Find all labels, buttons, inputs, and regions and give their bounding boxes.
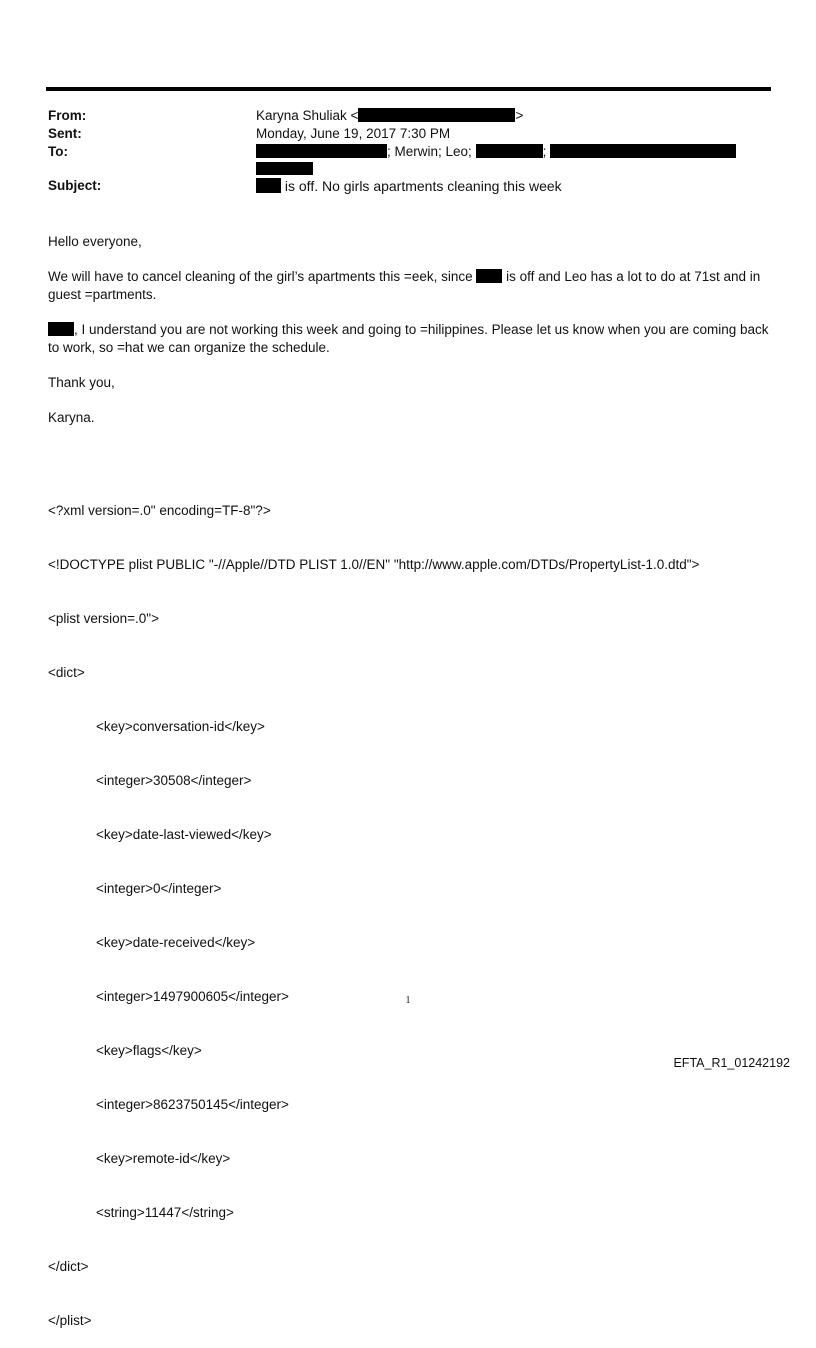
- xml-line: <integer>0</integer>: [96, 881, 222, 896]
- xml-line: <?xml version=.0" encoding=TF-8"?>: [48, 503, 271, 518]
- from-label: From:: [48, 108, 87, 123]
- subject-label: Subject:: [48, 178, 102, 193]
- xml-line: </plist>: [48, 1313, 92, 1328]
- closing: Thank you,: [48, 375, 115, 390]
- sent-label: Sent:: [48, 126, 82, 141]
- redaction-block: [256, 178, 281, 193]
- redaction-block: [476, 144, 543, 158]
- to-sep: ;: [542, 144, 547, 159]
- header-rule: [46, 87, 771, 91]
- redaction-block: [48, 322, 74, 336]
- sent-value: Monday, June 19, 2017 7:30 PM: [256, 126, 451, 141]
- subject-row: [48, 177, 778, 195]
- to-row: [48, 143, 778, 161]
- signature: Karyna.: [48, 410, 95, 425]
- from-suffix: >: [515, 108, 524, 123]
- to-label: To:: [48, 144, 68, 159]
- xml-line: <key>conversation-id</key>: [96, 719, 265, 734]
- redaction-block: [256, 162, 313, 175]
- redaction-block: [358, 108, 515, 122]
- xml-line: <key>date-received</key>: [96, 935, 256, 950]
- redaction-block: [256, 144, 387, 158]
- from-row: [48, 107, 778, 125]
- redaction-block: [476, 269, 502, 283]
- greeting: Hello everyone,: [48, 234, 142, 249]
- xml-line: </dict>: [48, 1259, 89, 1274]
- from-value: Karyna Shuliak <: [256, 108, 359, 123]
- body-paragraph-2: , I understand you are not working this week and going to =hilippines. Please let us know when you are coming back to work, so =hat we can organize the schedule.: [48, 322, 769, 355]
- xml-line: <integer>30508</integer>: [96, 773, 252, 788]
- to-middle: ; Merwin; Leo;: [387, 144, 472, 159]
- redaction-block: [550, 144, 736, 158]
- email-header: [48, 107, 778, 195]
- xml-line: <integer>1497900605</integer>: [96, 989, 289, 1004]
- xml-plist-block: [48, 466, 699, 1348]
- xml-line: <dict>: [48, 665, 85, 680]
- body-paragraph-1: We will have to cancel cleaning of the girl’s apartments this =eek, since is off and Leo has a lot to do at 71st and in guest =partments.: [48, 269, 761, 302]
- xml-line: <string>11447</string>: [96, 1205, 234, 1220]
- sent-row: [48, 125, 778, 143]
- email-body: [48, 233, 773, 444]
- xml-line: <key>flags</key>: [96, 1043, 202, 1058]
- xml-line: <plist version=.0">: [48, 611, 159, 626]
- subject-value: is off. No girls apartments cleaning this week: [281, 178, 562, 194]
- xml-line: <!DOCTYPE plist PUBLIC "-//Apple//DTD PLIST 1.0//EN" "http://www.apple.com/DTDs/PropertyList-1.0.dtd">: [48, 557, 700, 572]
- xml-line: <key>remote-id</key>: [96, 1151, 231, 1166]
- bates-number: EFTA_R1_01242192: [673, 1056, 790, 1070]
- to-row-continued: [48, 161, 778, 173]
- page-number: 1: [405, 995, 411, 1006]
- xml-line: <integer>8623750145</integer>: [96, 1097, 289, 1112]
- xml-line: <key>date-last-viewed</key>: [96, 827, 272, 842]
